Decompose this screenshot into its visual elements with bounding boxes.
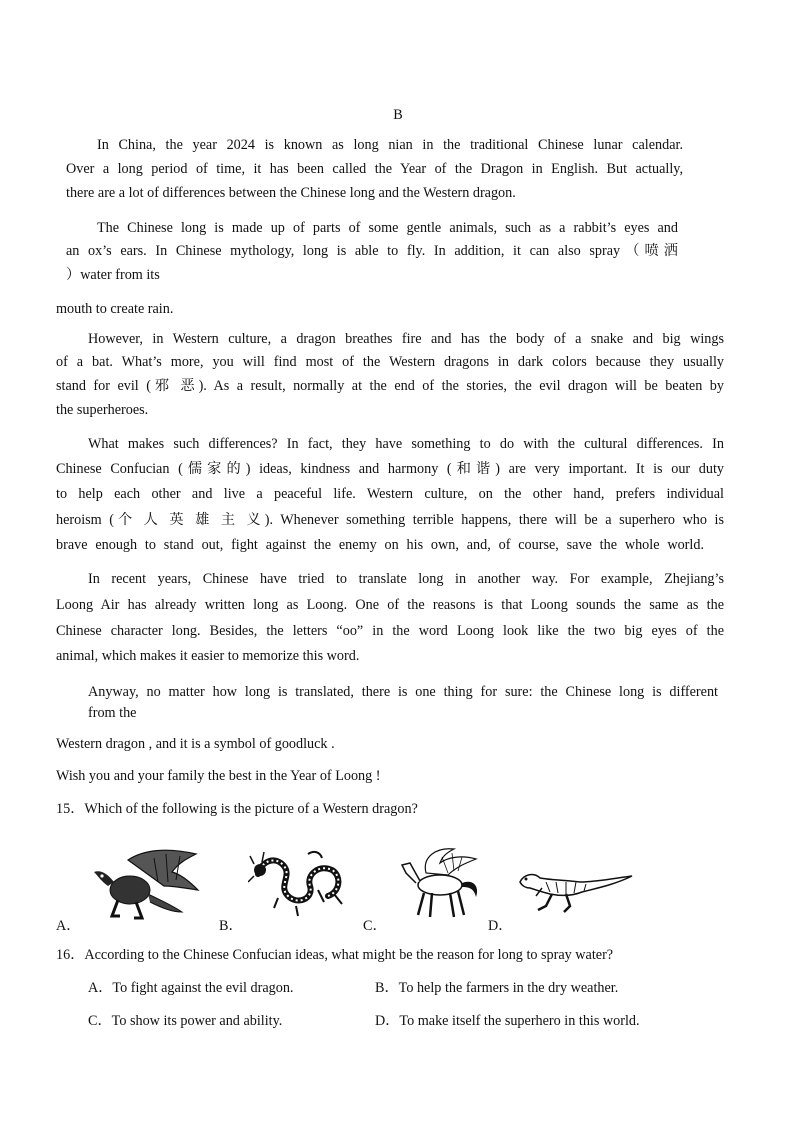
- winged-horse-icon[interactable]: [396, 843, 486, 921]
- q16-option-d[interactable]: D．To make itself the superhero in this world.: [375, 1013, 640, 1029]
- q16-stem: 16．According to the Chinese Confucian ideas, what might be the reason for long to spray water?: [56, 947, 614, 963]
- p3-line-1: However, in Western culture, a dragon breathes fire and has the body of a snake and big wings: [88, 331, 724, 347]
- q16-option-a[interactable]: A．To fight against the evil dragon.: [88, 980, 294, 996]
- p3-line-4: the superheroes.: [56, 402, 149, 418]
- q16-option-c[interactable]: C．To show its power and ability.: [88, 1013, 283, 1029]
- p1-line-3: there are a lot of differences between the Chinese long and the Western dragon.: [66, 185, 516, 201]
- p2-line-3: ）water from its: [66, 267, 160, 283]
- p6-line-1: Anyway, no matter how long is translated, there is one thing for sure: the Chinese long is different: [88, 684, 718, 700]
- p2-line-4: mouth to create rain.: [56, 301, 174, 317]
- p6-line-2: from the: [88, 705, 137, 721]
- p4-line-1: What makes such differences? In fact, they have something to do with the cultural differences. In: [88, 436, 724, 452]
- p4-line-4: heroism (个 人 英 雄 主 义). Whenever something terrible happens, there will be a superhero who is: [56, 512, 724, 528]
- p1-line-2: Over a long period of time, it has been called the Year of the Dragon in English. But actually,: [66, 161, 683, 177]
- p4-line-5: brave enough to stand out, fight against the enemy on his own, and, of course, save the whole world.: [56, 537, 704, 553]
- q15-option-c-label[interactable]: C．: [363, 918, 387, 934]
- p2-line-1: The Chinese long is made up of parts of some gentle animals, such as a rabbit’s eyes and: [97, 220, 678, 236]
- q16-option-b[interactable]: B．To help the farmers in the dry weather.: [375, 980, 619, 996]
- p5-line-2: Loong Air has already written long as Loong. One of the reasons is that Loong sounds the same as the: [56, 597, 724, 613]
- p5-line-3: Chinese character long. Besides, the letters “oo” in the word Loong look like the two big eyes of the: [56, 623, 724, 639]
- p5-line-1: In recent years, Chinese have tried to translate long in another way. For example, Zhejiang’s: [88, 571, 724, 587]
- q15-option-b-label[interactable]: B．: [219, 918, 243, 934]
- p3-line-3: stand for evil (邪 恶). As a result, normally at the end of the stories, the evil dragon will be beaten by: [56, 378, 724, 394]
- q15-option-a-label[interactable]: A．: [56, 918, 81, 934]
- chinese-dragon-icon[interactable]: [248, 846, 348, 918]
- p4-line-2: Chinese Confucian (儒家的) ideas, kindness and harmony (和谐) are very important. It is our duty: [56, 461, 724, 477]
- p5-line-4: animal, which makes it easier to memorize this word.: [56, 648, 360, 664]
- q15-stem: 15．Which of the following is the picture of a Western dragon?: [56, 801, 418, 817]
- p2-line-2: an ox’s ears. In Chinese mythology, long is able to fly. In addition, it can also spray（喷洒: [66, 243, 678, 259]
- winged-western-dragon-icon[interactable]: [88, 842, 204, 922]
- q15-option-d-label[interactable]: D．: [488, 918, 513, 934]
- p6-line-3: Western dragon , and it is a symbol of goodluck .: [56, 736, 335, 752]
- p1-line-1: In China, the year 2024 is known as long nian in the traditional Chinese lunar calendar.: [97, 137, 683, 153]
- p4-line-3: to help each other and live a peaceful life. Western culture, on the other hand, prefers individual: [56, 486, 724, 502]
- p3-line-2: of a bat. What’s more, you will find most of the Western dragons in dark colors because they usually: [56, 354, 724, 370]
- section-label: B: [393, 107, 403, 123]
- p6-line-4: Wish you and your family the best in the Year of Loong !: [56, 768, 381, 784]
- dinosaur-icon[interactable]: [516, 866, 634, 916]
